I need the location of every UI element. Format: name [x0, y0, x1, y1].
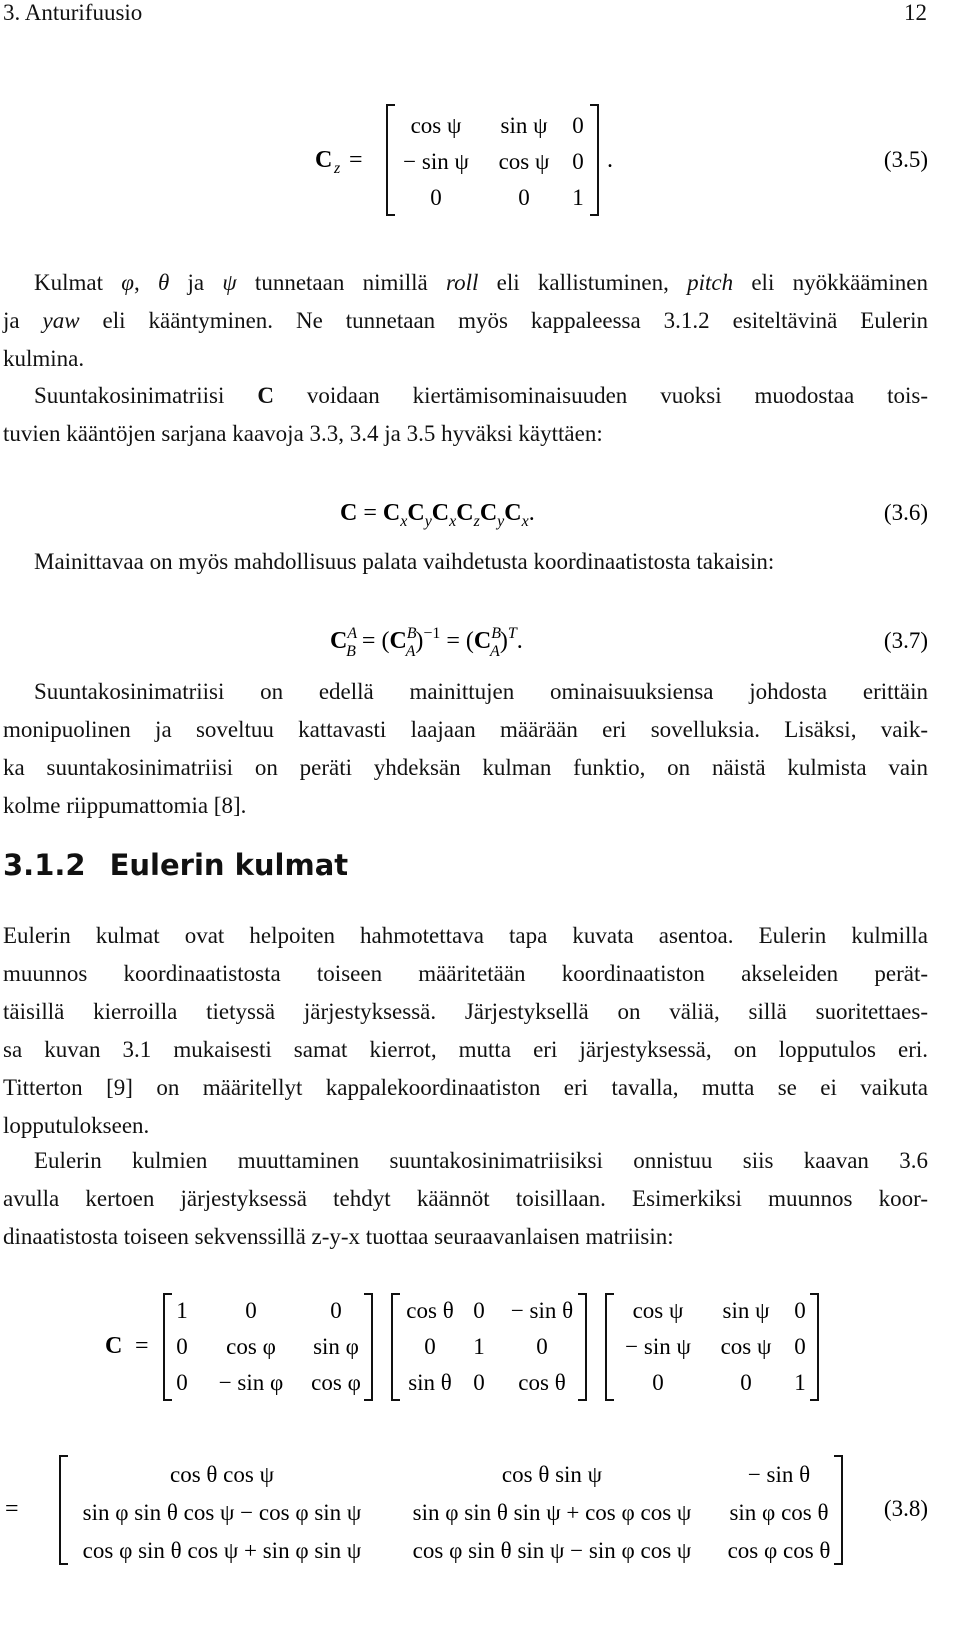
matrix-cell: sin φ sin θ cos ψ − cos φ sin ψ — [82, 1500, 362, 1525]
paragraph-angles — [3, 264, 928, 378]
equation-3-8-product — [0, 1288, 960, 1408]
matrix-cell: sin ψ — [500, 113, 548, 138]
eq35-lhs: C — [315, 147, 333, 173]
matrix-cell: cos φ sin θ sin ψ − sin φ cos ψ — [412, 1538, 692, 1563]
matrix-cell: sin φ — [313, 1334, 359, 1359]
page-number: 12 — [904, 0, 927, 25]
running-header-chapter: 3. Anturifuusio — [3, 0, 143, 25]
matrix-cell: − sin θ — [747, 1462, 811, 1487]
matrix-cell: 1 — [572, 185, 584, 210]
matrix-cell: cos θ — [518, 1370, 566, 1395]
matrix-cell: sin φ sin θ sin ψ + cos φ cos ψ — [412, 1500, 692, 1525]
matrix-cell: 1 — [794, 1370, 806, 1395]
text-line: Eulerin kulmat ovat helpoiten hahmotettava tapa kuvata asentoa. Eulerin kulmilla — [3, 923, 928, 948]
left-bracket — [606, 1294, 614, 1400]
matrix-cell: 0 — [794, 1298, 806, 1323]
text-line: sa kuvan 3.1 mukaisesti samat kierrot, mutta eri järjestyksessä, on lopputulos eri. — [3, 1037, 928, 1062]
matrix-cell: 0 — [430, 185, 442, 210]
matrix-cell: − sin ψ — [625, 1334, 691, 1359]
equation-number: (3.7) — [883, 628, 928, 653]
matrix-cell: sin θ — [408, 1370, 452, 1395]
paragraph-euler-angles — [3, 917, 928, 1145]
left-bracket — [60, 1456, 68, 1564]
text-line: Suuntakosinimatriisi C voidaan kiertämisominaisuuden vuoksi muodostaa tois- — [34, 383, 929, 408]
matrix-cell: 1 — [176, 1298, 188, 1323]
left-bracket — [164, 1294, 172, 1400]
text-line: ka suuntakosinimatriisi on peräti yhdeksän kulman funktio, on näistä kulmista vain — [3, 755, 928, 780]
matrix-cell: cos φ — [226, 1334, 276, 1359]
left-bracket — [392, 1294, 400, 1400]
matrix-cell: 0 — [245, 1298, 257, 1323]
matrix-cell: 0 — [518, 185, 530, 210]
matrix-cell: sin ψ — [722, 1298, 770, 1323]
matrix-cell: 0 — [536, 1334, 548, 1359]
right-bracket — [590, 105, 598, 215]
right-bracket — [834, 1456, 842, 1564]
eq38-lhs: C — [105, 1333, 123, 1359]
equation-3-7 — [0, 614, 960, 664]
matrix-cell: cos φ cos θ — [727, 1538, 831, 1563]
matrix-cell: cos ψ — [410, 113, 462, 138]
matrix-cell: cos φ — [311, 1370, 361, 1395]
matrix-cell: cos φ sin θ cos ψ + sin φ sin ψ — [82, 1538, 362, 1563]
equation-3-8-result — [0, 1450, 960, 1572]
text-line: Titterton [9] on määritellyt kappalekoordinaatiston eri tavalla, mutta se ei vaikuta — [3, 1075, 928, 1100]
matrix-cell: − sin ψ — [403, 149, 469, 174]
matrix-cell: cos ψ — [632, 1298, 684, 1323]
section-heading — [3, 848, 348, 882]
section-title: Eulerin kulmat — [109, 848, 349, 882]
matrix-cell: cos θ cos ψ — [170, 1462, 274, 1487]
matrix-cell: 0 — [473, 1298, 485, 1323]
matrix-cell: 0 — [424, 1334, 436, 1359]
text-line: Eulerin kulmien muuttaminen suuntakosinimatriisiksi onnistuu siis kaavan 3.6 — [34, 1148, 928, 1173]
paragraph-dcm-series — [3, 377, 928, 453]
matrix-cell: cos ψ — [720, 1334, 772, 1359]
matrix-cell: sin φ cos θ — [729, 1500, 829, 1525]
matrix-cell: 0 — [572, 149, 584, 174]
eq38b-equals: = — [5, 1496, 19, 1522]
matrix-cell: 0 — [572, 113, 584, 138]
text-line: monipuolinen ja soveltuu kattavasti laajaan määrään eri sovelluksia. Lisäksi, vaik- — [3, 717, 928, 742]
paragraph-inverse — [3, 543, 928, 581]
text-line: lopputulokseen. — [3, 1113, 150, 1138]
matrix-cell: cos ψ — [498, 149, 550, 174]
text-line: Kulmat φ, θ ja ψ tunnetaan nimillä roll eli kallistuminen, pitch eli nyökkääminen — [34, 270, 928, 295]
matrix-cell: 0 — [176, 1334, 188, 1359]
matrix-cell: − sin φ — [218, 1370, 284, 1395]
text-line: täisillä kierroilla tietyssä järjestyksessä. Järjestyksellä on väliä, sillä suoritettaes- — [3, 999, 928, 1024]
paragraph-dcm-properties — [3, 673, 928, 825]
svg-text:CAB = (CBA)−1 = (CBA)T.: $C^A$ $B = (C^B$ $A)^{-1} = (C^B$ A)$^T$. — [330, 625, 523, 660]
right-bracket — [578, 1294, 586, 1400]
equation-number: (3.5) — [883, 147, 928, 172]
eq38-equals: = — [135, 1333, 149, 1359]
matrix-cell: cos θ sin ψ — [501, 1462, 603, 1487]
matrix-cell: 0 — [330, 1298, 342, 1323]
matrix-cell: 0 — [473, 1370, 485, 1395]
eq35-equals: = — [349, 147, 363, 173]
equation-3-5 — [0, 95, 960, 225]
equation-3-6 — [0, 488, 960, 532]
section-number: 3.1.2 — [3, 848, 86, 882]
matrix-cell: 1 — [473, 1334, 485, 1359]
matrix-cell: − sin θ — [510, 1298, 574, 1323]
matrix-cell: cos θ — [406, 1298, 454, 1323]
text-line: kulmina. — [3, 346, 85, 371]
right-bracket — [810, 1294, 818, 1400]
eq35-lhs-sub: z — [334, 160, 341, 177]
equation-number: (3.6) — [883, 500, 928, 525]
text-line: muunnos koordinaatistosta toiseen määritetään koordinaatiston akseleiden perät- — [3, 961, 928, 986]
right-bracket — [364, 1294, 372, 1400]
eq35-period: . — [607, 147, 613, 173]
equation-number: (3.8) — [883, 1496, 928, 1521]
matrix-cell: 0 — [794, 1334, 806, 1359]
left-bracket — [387, 105, 395, 215]
paragraph-euler-to-dcm — [3, 1142, 928, 1256]
text-line: avulla kertoen järjestyksessä tehdyt käännöt toisillaan. Esimerkiksi muunnos koor- — [3, 1186, 928, 1211]
matrix-cell: 0 — [652, 1370, 664, 1395]
text-line: Mainittavaa on myös mahdollisuus palata vaihdetusta koordinaatistosta takaisin: — [34, 549, 775, 574]
text-line: ja yaw eli kääntyminen. Ne tunnetaan myös kappaleessa 3.1.2 esiteltävinä Eulerin — [3, 308, 928, 333]
matrix-cell: 0 — [176, 1370, 188, 1395]
matrix-cell: 0 — [740, 1370, 752, 1395]
text-line: tuvien kääntöjen sarjana kaavoja 3.3, 3.4 ja 3.5 hyväksi käyttäen: — [3, 421, 603, 446]
text-line: dinaatistosta toiseen sekvenssillä z-y-x tuottaa seuraavanlaisen matriisin: — [3, 1224, 674, 1249]
text-line: kolme riippumattomia [8]. — [3, 793, 247, 818]
text-line: Suuntakosinimatriisi on edellä mainittujen ominaisuuksiensa johdosta erittäin — [34, 679, 928, 704]
svg-text:C = CxCyCxCzCyCx.: $C = C_xC_yC_xC_zC_yC_x$. — [340, 500, 535, 530]
